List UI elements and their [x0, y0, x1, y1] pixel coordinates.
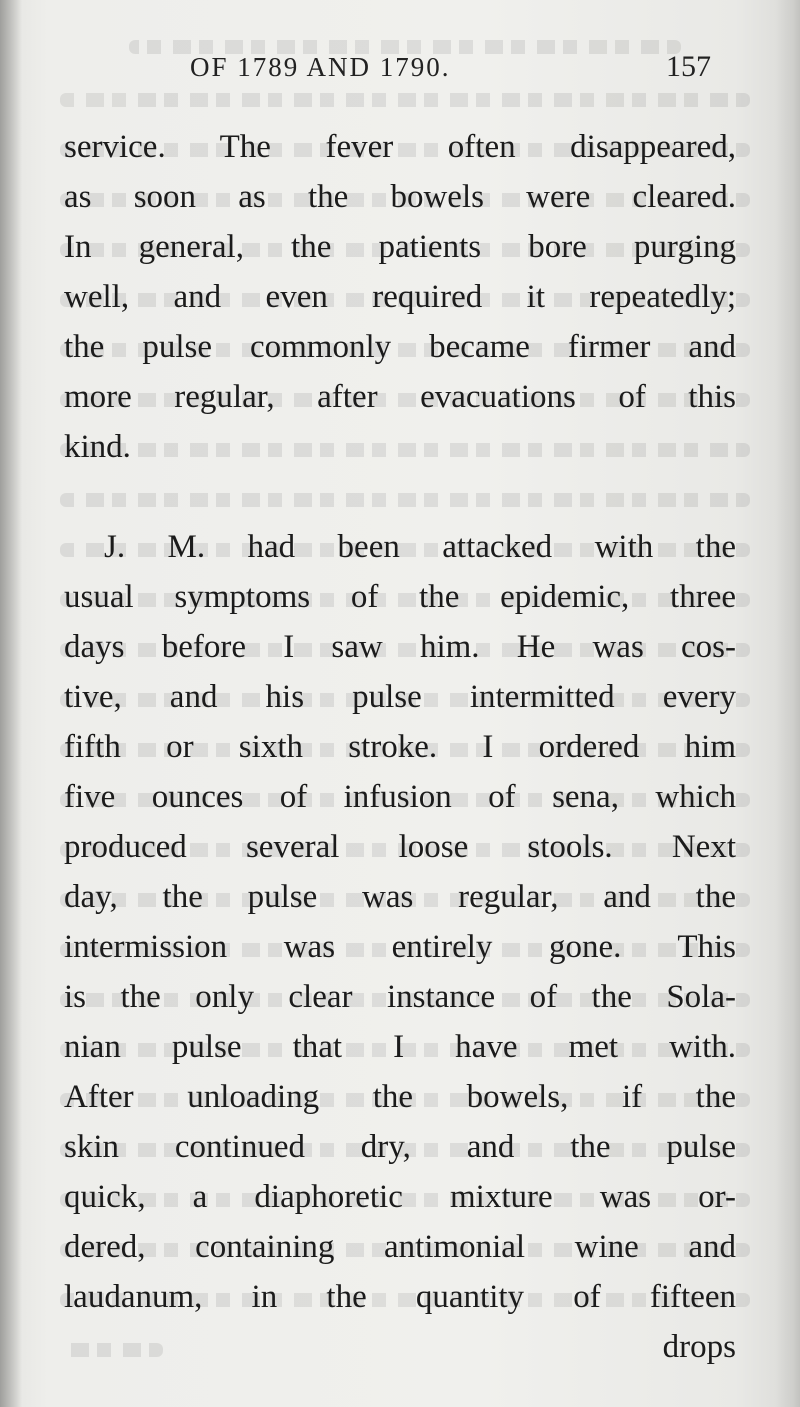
text-line: more regular, after evacuations of this: [64, 379, 736, 415]
text-line: as soon as the bowels were cleared.: [64, 179, 736, 215]
gutter-shadow: [0, 0, 22, 1407]
text-line: dered, containing antimonial wine and: [64, 1229, 736, 1265]
text-line: service. The fever often disappeared,: [64, 129, 736, 165]
text-line: tive, and his pulse intermitted every: [64, 679, 736, 715]
body-text: [64, 122, 736, 1372]
text-line: usual symptoms of the epidemic, three: [64, 579, 736, 615]
text-line: skin continued dry, and the pulse: [64, 1129, 736, 1165]
text-line: J. M. had been attacked with the: [104, 529, 736, 565]
text-line: After unloading the bowels, if the: [64, 1079, 736, 1115]
text-line: is the only clear instance of the Sola-: [64, 979, 736, 1015]
text-line: the pulse commonly became firmer and: [64, 329, 736, 365]
text-line: produced several loose stools. Next: [64, 829, 736, 865]
text-line: day, the pulse was regular, and the: [64, 879, 736, 915]
catchword: drops: [662, 1329, 736, 1365]
page-edge: [776, 0, 800, 1407]
text-line: five ounces of infusion of sena, which: [64, 779, 736, 815]
running-title: OF 1789 AND 1790.: [190, 52, 451, 82]
text-line: kind.: [64, 429, 131, 465]
paragraph-break: [64, 472, 736, 522]
text-line: fifth or sixth stroke. I ordered him: [64, 729, 736, 765]
text-line: intermission was entirely gone. This: [64, 929, 736, 965]
text-line: In general, the patients bore purging: [64, 229, 736, 265]
text-line: days before I saw him. He was cos-: [64, 629, 736, 665]
page-number: 157: [666, 50, 711, 83]
text-line: well, and even required it repeatedly;: [64, 279, 736, 315]
text-line: nian pulse that I have met with.: [64, 1029, 736, 1065]
text-line: quick, a diaphoretic mixture was or-: [64, 1179, 736, 1215]
text-line: laudanum, in the quantity of fifteen: [64, 1279, 736, 1315]
